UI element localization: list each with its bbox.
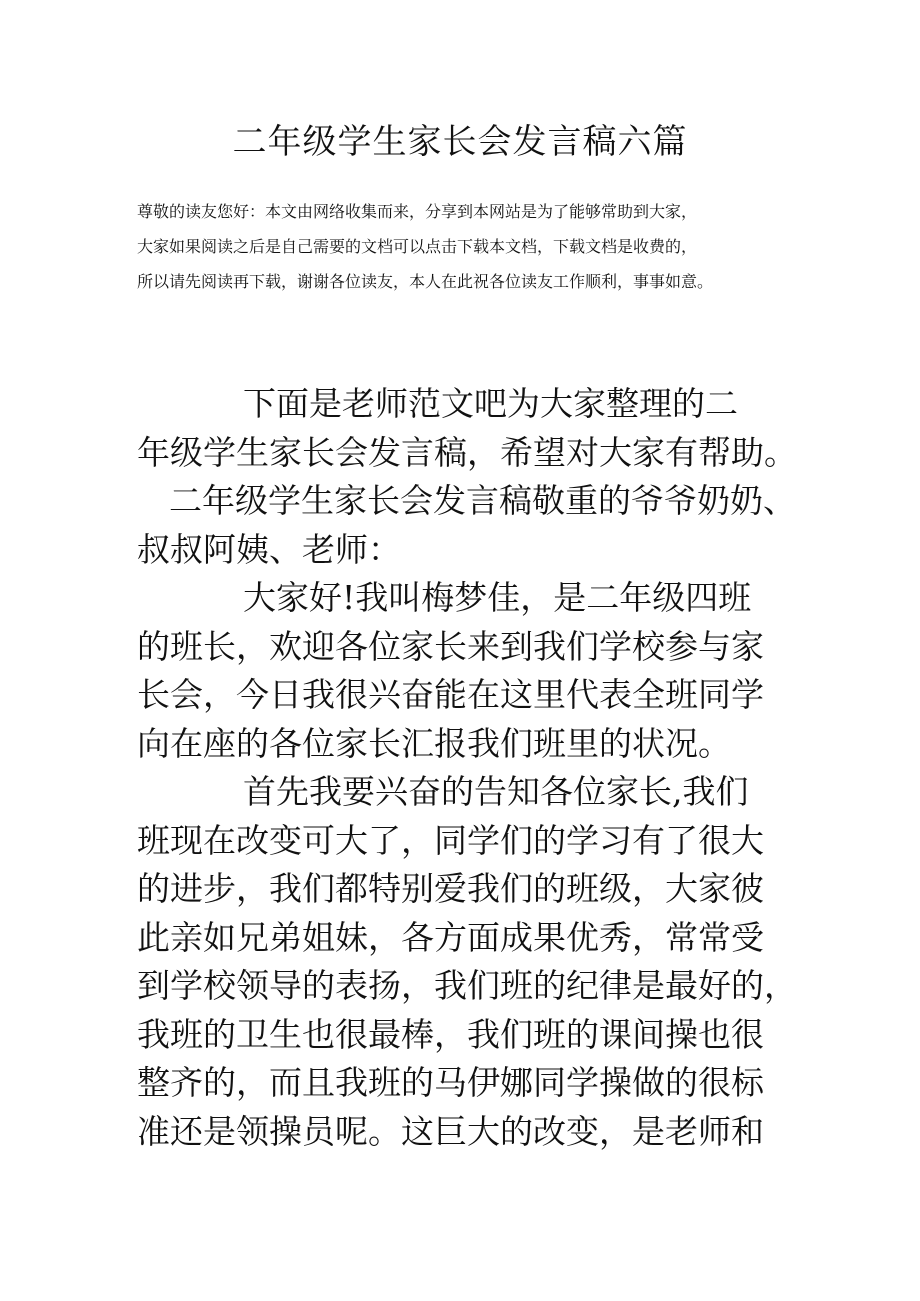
body-line: 长会，今日我很兴奋能在这里代表全班同学	[137, 675, 764, 714]
notice-line: 尊敬的读友您好：本文由网络收集而来，分享到本网站是为了能够常助到大家，	[137, 202, 698, 221]
reader-notice	[137, 194, 797, 299]
body-line: 下面是老师范文吧为大家整理的二	[243, 384, 738, 423]
body-line: 准还是领操员呢。这巨大的改变，是老师和	[137, 1111, 764, 1151]
document-title: 二年级学生家长会发言稿六篇	[232, 122, 688, 162]
body-line: 班现在改变可大了，同学们的学习有了很大	[137, 820, 764, 860]
body-line: 到学校领导的表扬，我们班的纪律是最好的，	[137, 966, 797, 1005]
body-line: 的进步，我们都特别爱我们的班级，大家彼	[137, 869, 764, 908]
notice-line: 所以请先阅读再下载，谢谢各位读友，本人在此祝各位读友工作顺利，事事如意。	[137, 272, 714, 291]
body-line: 叔叔阿姨、老师：	[137, 529, 401, 569]
body-line: 向在座的各位家长汇报我们班里的状况。	[137, 723, 731, 763]
body-line: 首先我要兴奋的告知各位家长,我们	[243, 772, 749, 811]
body-line: 整齐的，而且我班的马伊娜同学操做的很标	[137, 1063, 764, 1102]
body-line: 大家好!我叫梅梦佳，是二年级四班	[243, 578, 752, 617]
body-line: 此亲如兄弟姐妹，各方面成果优秀，常常受	[137, 917, 764, 957]
document-body	[137, 380, 807, 1156]
notice-line: 大家如果阅读之后是自己需要的文档可以点击下载本文档，下载文档是收费的，	[137, 237, 698, 256]
body-line: 二年级学生家长会发言稿敬重的爷爷奶奶、	[169, 481, 796, 520]
body-line: 我班的卫生也很最棒，我们班的课间操也很	[137, 1014, 764, 1054]
body-line: 的班长，欢迎各位家长来到我们学校参与家	[137, 626, 764, 666]
body-line: 年级学生家长会发言稿，希望对大家有帮助。	[137, 432, 797, 472]
